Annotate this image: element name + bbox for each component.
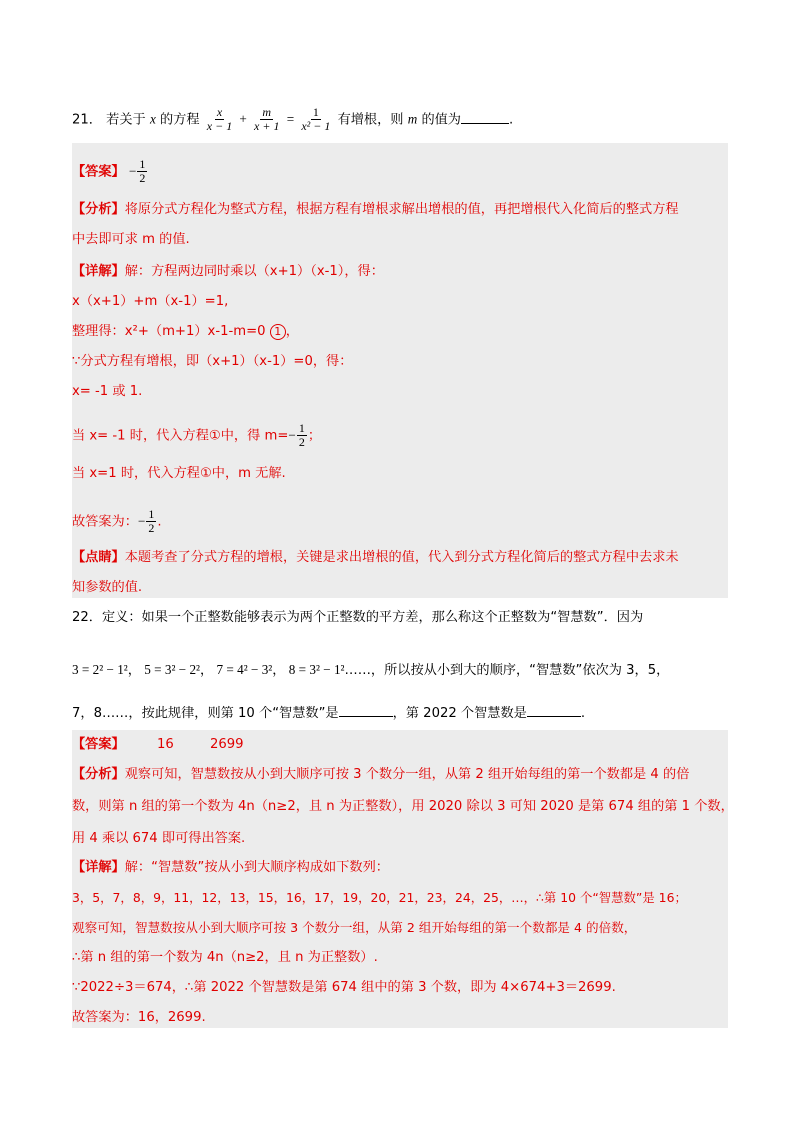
fraction-numerator: m [262,105,272,119]
equation: 5 = 3² − 2² [144,662,201,677]
fraction-numerator: 1 [139,157,146,171]
detail-22-line-1 [72,858,389,878]
answer-22 [72,735,244,755]
answer-blank [339,704,393,717]
comment-label: 【点睛】 [72,550,125,565]
separator: ， [272,662,286,677]
separator: ， [200,662,214,677]
question-22-line-3 [72,704,585,724]
fraction-numerator: 1 [312,105,319,119]
fraction-denominator: x² − 1 [301,119,331,133]
equation: 3 = 2² − 1² [72,662,128,677]
fraction-denominator: x + 1 [254,119,280,133]
detail-text: 故答案为： [72,514,138,530]
analysis-21-line-1 [72,200,679,220]
comment-text: 本题考查了分式方程的增根，关键是求出增根的值，代入到分式方程化简后的整式方程中去求未 [124,550,679,565]
detail-fraction [146,508,156,535]
analysis-label: 【分析】 [72,202,125,217]
detail-21-line-5: x= -1 或 1. [72,384,143,399]
detail-22-line-2: 3，5，7，8，9，11，12，13，15，16，17，19，20，21，23，24，25，…，∴第 10 个“智慧数”是 16； [72,890,687,905]
detail-21-line-4: ∵分式方程有增根，即（x+1）（x-1）=0，得： [72,354,353,369]
question-text: ，第 2022 个智慧数是 [392,706,527,721]
variable-x: x [149,111,156,127]
equation: 7 = 4² − 3² [216,662,273,677]
minus-sign: − [128,163,137,179]
detail-text: 解：方程两边同时乘以（x+1）（x-1），得： [124,264,384,279]
question-text: . [580,706,586,721]
detail-21-line-7: 当 x=1 时，代入方程①中，m 无解. [72,466,286,481]
fraction-numerator: x [216,105,223,119]
answer-label: 【答案】 [72,737,125,752]
detail-21-line-1 [72,262,384,282]
analysis-text: 观察可知，智慧数按从小到大顺序可按 3 个数分一组，从第 2 组开始每组的第一个数都是 4 的倍 [124,767,690,782]
fraction-3 [299,106,332,133]
minus-sign: − [137,513,146,529]
answer-21 [72,158,148,185]
question-text: 7，8……，按此规律，则第 10 个“智慧数”是 [72,706,339,721]
question-text: 若关于 [106,112,146,128]
fraction-numerator: 1 [298,421,305,435]
fraction-denominator: 2 [139,171,146,185]
analysis-22-line-2: 数，则第 n 组的第一个数为 4n（n≥2，且 n 为正整数），用 2020 除以 3 可知 2020 是第 674 组的第 1 个数， [72,799,734,814]
comment-21-line-1 [72,548,679,568]
detail-label: 【详解】 [72,860,125,875]
circled-number: 1 [270,324,286,340]
detail-text: 解：“智慧数”按从小到大顺序构成如下数列： [124,860,389,875]
question-text: ……，所以按从小到大的顺序，“智慧数”依次为 3，5， [344,663,670,678]
fraction-1 [205,106,234,133]
detail-text: 整理得：x²+（m+1）x-1-m=0 [72,324,266,339]
answer-blank [527,704,581,717]
fraction-2 [252,106,281,133]
detail-22-line-6: 故答案为：16，2699. [72,1010,206,1025]
fraction-numerator: 1 [148,507,155,521]
question-text: 的方程 [160,112,200,128]
detail-21-line-8 [72,508,162,535]
minus-sign: − [288,427,296,443]
answer-blank [461,111,509,124]
separator: ， [127,662,141,677]
analysis-label: 【分析】 [72,767,125,782]
analysis-22-line-1 [72,765,689,785]
detail-text: 当 x= -1 时，代入方程①中，得 m= [72,428,289,444]
detail-fraction [297,422,307,449]
variable-m: m [407,111,418,127]
question-text: 有增根，则 [337,112,404,128]
analysis-22-line-3: 用 4 乘以 674 即可得出答案. [72,831,246,846]
fraction-denominator: x − 1 [206,119,233,133]
detail-text: . [157,514,162,530]
fraction-denominator: 2 [148,521,155,535]
question-22-line-2 [72,660,669,681]
detail-22-line-5: ∵2022÷3＝674，∴第 2022 个智慧数是第 674 组中的第 3 个数，即为 4×674+3＝2699. [72,980,616,995]
question-number: 21． [72,112,102,128]
detail-21-line-3 [72,322,299,342]
detail-22-line-3: 观察可知，智慧数按从小到大顺序可按 3 个数分一组，从第 2 组开始每组的第一个数都是 4 的倍数， [72,920,637,935]
question-text: 的值为 [421,112,461,128]
detail-text: ， [285,324,299,339]
answer-fraction [137,158,147,185]
answer-value: 16 [156,737,174,752]
answer-label: 【答案】 [72,164,125,180]
analysis-21-line-2: 中去即可求 m 的值. [72,232,190,247]
detail-21-line-6 [72,422,321,449]
question-22-line-1: 22．定义：如果一个正整数能够表示为两个正整数的平方差，那么称这个正整数为“智慧数”．因为 [72,610,644,625]
question-21 [72,106,513,133]
plus-sign: + [239,111,247,127]
equation: 8 = 3² − 1² [288,662,345,677]
question-text: . [509,112,514,128]
detail-label: 【详解】 [72,264,125,279]
fraction-denominator: 2 [298,435,305,449]
detail-22-line-4: ∴第 n 组的第一个数为 4n（n≥2，且 n 为正整数）. [72,950,378,965]
detail-21-line-2: x（x+1）+m（x-1）=1, [72,294,229,309]
equals-sign: = [286,111,295,127]
analysis-text: 将原分式方程化为整式方程，根据方程有增根求解出增根的值，再把增根代入化简后的整式方程 [124,202,679,217]
detail-text: ； [307,428,321,444]
answer-value: 2699 [209,737,244,752]
comment-21-line-2: 知参数的值. [72,580,143,595]
